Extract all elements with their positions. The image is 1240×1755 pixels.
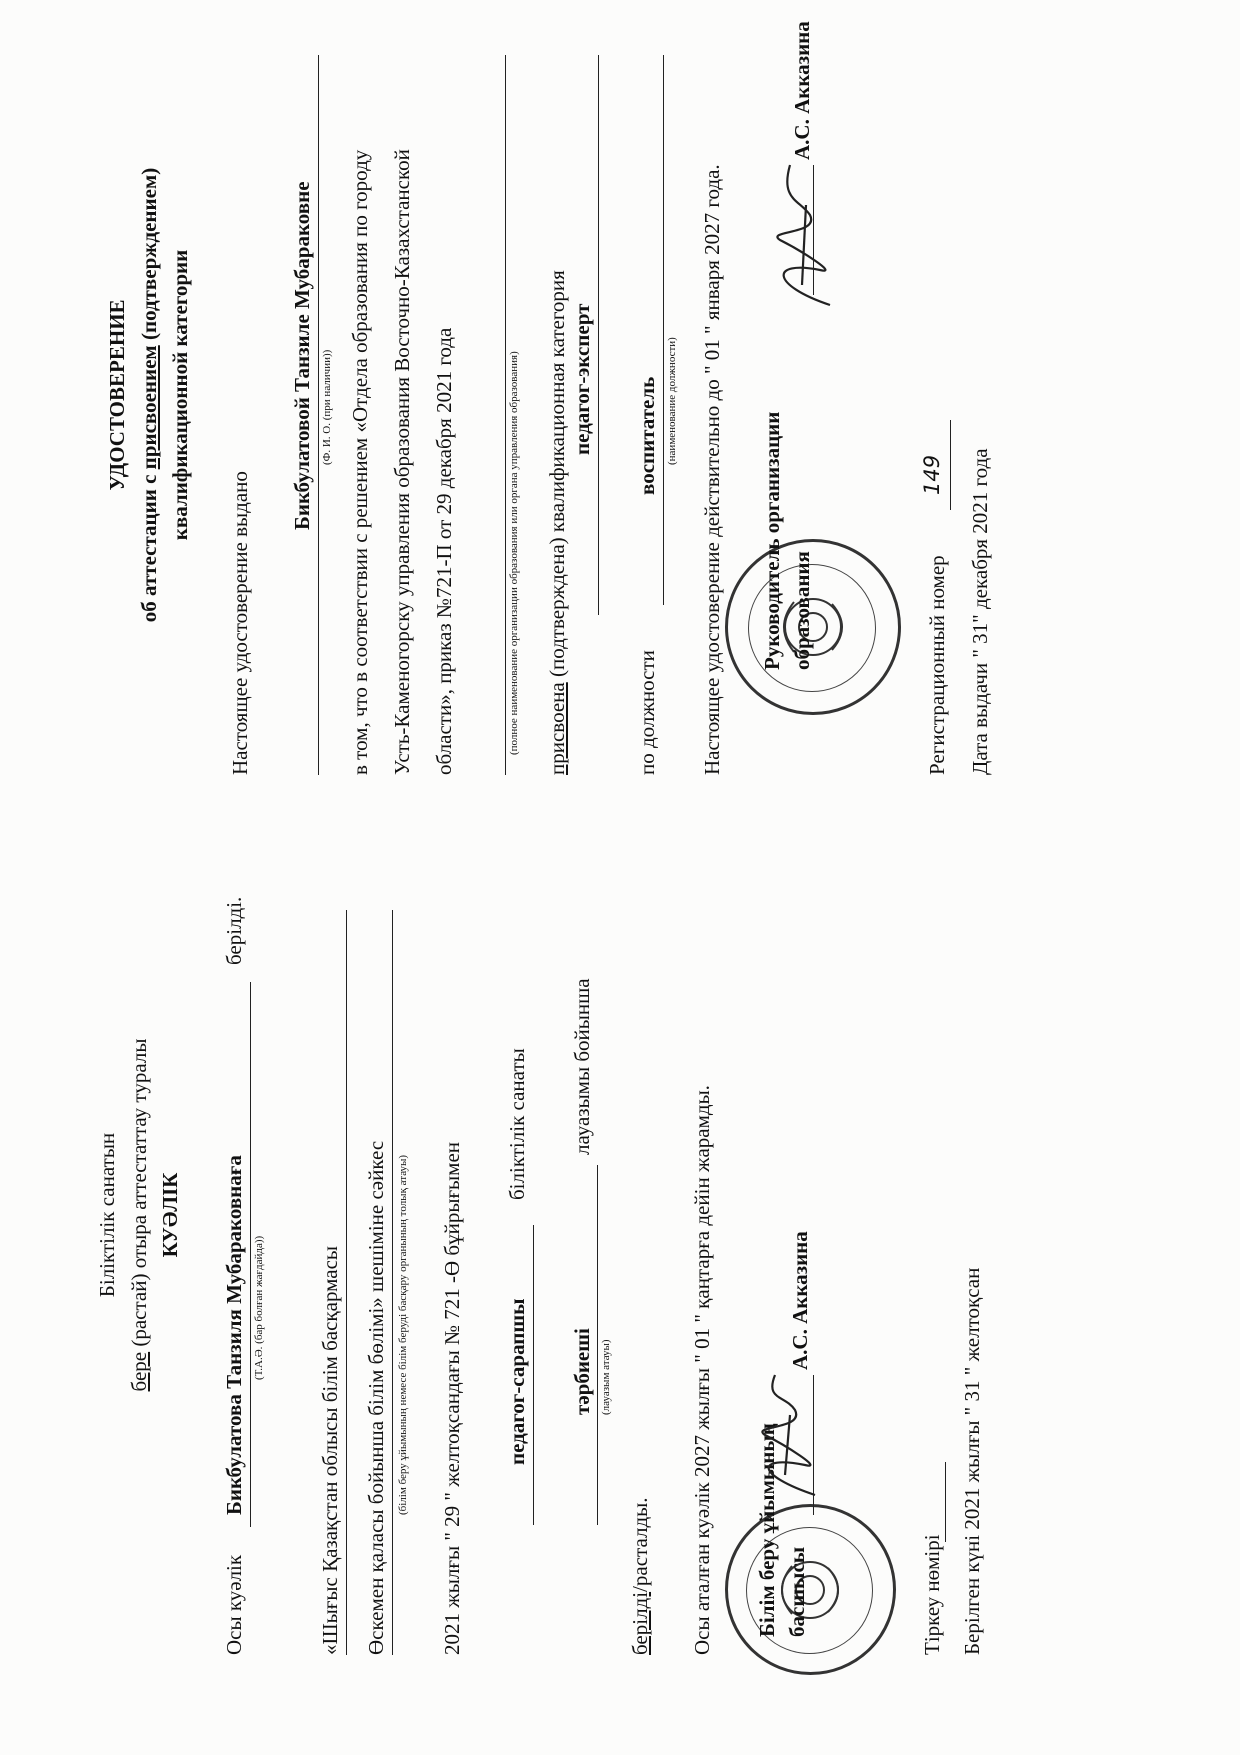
ru-validity-text: Настоящее удостоверение действительно до " 01 " января 2027 года. (700, 164, 724, 775)
ru-heading-line2 (137, 35, 162, 755)
kk-signatory-line1: Білім беру ұйымының (755, 1423, 779, 1637)
ru-signature-rule (813, 165, 814, 295)
kk-holder-name: Бикбулатова Танзиля Мубараковнаға (222, 1155, 246, 1515)
ru-signature-icon (760, 155, 850, 315)
ru-name-rule (318, 55, 319, 775)
kk-heading-underlined: бере (127, 1351, 151, 1392)
ru-assigned-rest: (подтверждена) квалификационная категория (545, 270, 569, 683)
kk-heading-rest: (растай) отыра аттестаттау туралы (127, 1038, 151, 1347)
kk-org-line1-rule (346, 910, 347, 1655)
kk-name-caption: (Т.А.Ә. (бар болған жағдайда)) (253, 1235, 265, 1380)
ru-heading-b: (подтверждением) (137, 167, 161, 341)
kk-name-line (250, 982, 251, 1527)
ru-decision-line1: в том, что в соответствии с решением «Отдела образования по городу (348, 149, 372, 775)
kk-signatory-name: А.С. Акказина (788, 1231, 812, 1370)
kk-org-caption: (білім беру ұйымының немесе білім беруді басқару органының толық атауы) (397, 1154, 409, 1515)
kk-heading-line2 (127, 895, 152, 1535)
kk-qualification-category: педагог-сарапшы (505, 1298, 529, 1465)
ru-registration-rule (950, 420, 951, 510)
kk-position-suffix: лауазымы бойынша (570, 978, 594, 1155)
kk-position-rule (597, 1165, 598, 1525)
kk-category-rule (533, 1225, 534, 1525)
kk-signature-rule (813, 1375, 814, 1515)
kk-registration-rule (945, 1462, 946, 1542)
kk-issued-to-label: Осы куәлік (222, 1554, 246, 1655)
kk-position-caption: (лауазым атауы) (600, 1339, 612, 1415)
kk-assigned (628, 1497, 653, 1655)
kk-organization-line2: Өскемен қаласы бойынша білім бөлімі» шешіміне сәйкес (364, 1140, 388, 1655)
ru-position-caption: (наименование должности) (666, 337, 678, 465)
ru-issue-date: Дата выдачи " 31" декабря 2021 года (968, 448, 992, 775)
ru-signatory-line2: образования (790, 551, 814, 670)
ru-registration-label: Регистрационный номер (925, 555, 949, 775)
ru-qualification-category: педагог-эксперт (570, 303, 594, 455)
kk-assigned-rest: /расталды. (628, 1497, 652, 1592)
ru-registration-number: 149 (920, 454, 944, 495)
kk-signatory-line2: басшысы (785, 1546, 809, 1637)
ru-heading-line3: квалификационной категории (168, 249, 192, 541)
ru-name-caption: (Ф. И. О. (при наличии)) (321, 349, 333, 465)
kk-issue-date: Берілген күні 2021 жылғы " 31 " желтоқсан (960, 1267, 984, 1655)
ru-position-label: по должности (635, 650, 659, 775)
ru-assigned-text (545, 270, 570, 775)
kk-org-line2-rule (392, 910, 393, 1655)
ru-signatory-line1: Руководитель организации (760, 411, 784, 670)
ru-document-title: УДОСТОВЕРЕНИЕ (105, 299, 129, 491)
ru-heading-underlined: присвоением (137, 345, 161, 470)
kk-document-title: КУӘЛІК (158, 1172, 182, 1258)
ru-org-caption: (полное наименование организации образования или органа управления образования) (508, 351, 520, 755)
kk-issued-suffix: берілді. (222, 896, 246, 965)
ru-decision-line2: Усть-Каменогорску управления образования Восточно-Казахстанской (390, 149, 414, 775)
kk-organization-line1: «Шығыс Қазақстан облысы білім басқармасы (318, 1245, 342, 1655)
kk-validity-text: Осы аталған куәлік 2027 жылғы " 01 " қаңтарға дейін жарамды. (690, 1085, 714, 1655)
kk-registration-label: Тіркеу нөмірі (920, 1534, 944, 1655)
kk-seal-emblem-icon (728, 1507, 893, 1672)
kk-official-seal (725, 1504, 896, 1675)
ru-decision-line3: области», приказ №721-П от 29 декабря 2021 года (432, 327, 456, 775)
ru-assigned-underlined: присвоена (545, 682, 569, 775)
kk-assigned-underlined: берілді (628, 1591, 652, 1655)
ru-issued-label: Настоящее удостоверение выдано (228, 471, 252, 775)
ru-position: воспитатель (635, 376, 659, 495)
ru-heading-a: об аттестации с (137, 474, 161, 623)
kk-category-suffix: біліктілік санаты (505, 1048, 529, 1200)
ru-org-rule (505, 55, 506, 775)
ru-position-rule (663, 55, 664, 605)
kk-signature-icon (745, 1365, 835, 1505)
kk-heading-line1: Біліктілік санатын (95, 1132, 119, 1298)
ru-holder-name: Бикбулатовой Танзиле Мубараковне (290, 181, 314, 530)
kk-order-text: 2021 жылғы " 29 " желтоқсандағы № 721 -Ө бұйрығымен (440, 1141, 464, 1655)
ru-category-rule (598, 55, 599, 615)
kk-position: тәрбиеші (570, 1328, 594, 1415)
ru-signatory-name: А.С. Акказина (790, 21, 814, 160)
